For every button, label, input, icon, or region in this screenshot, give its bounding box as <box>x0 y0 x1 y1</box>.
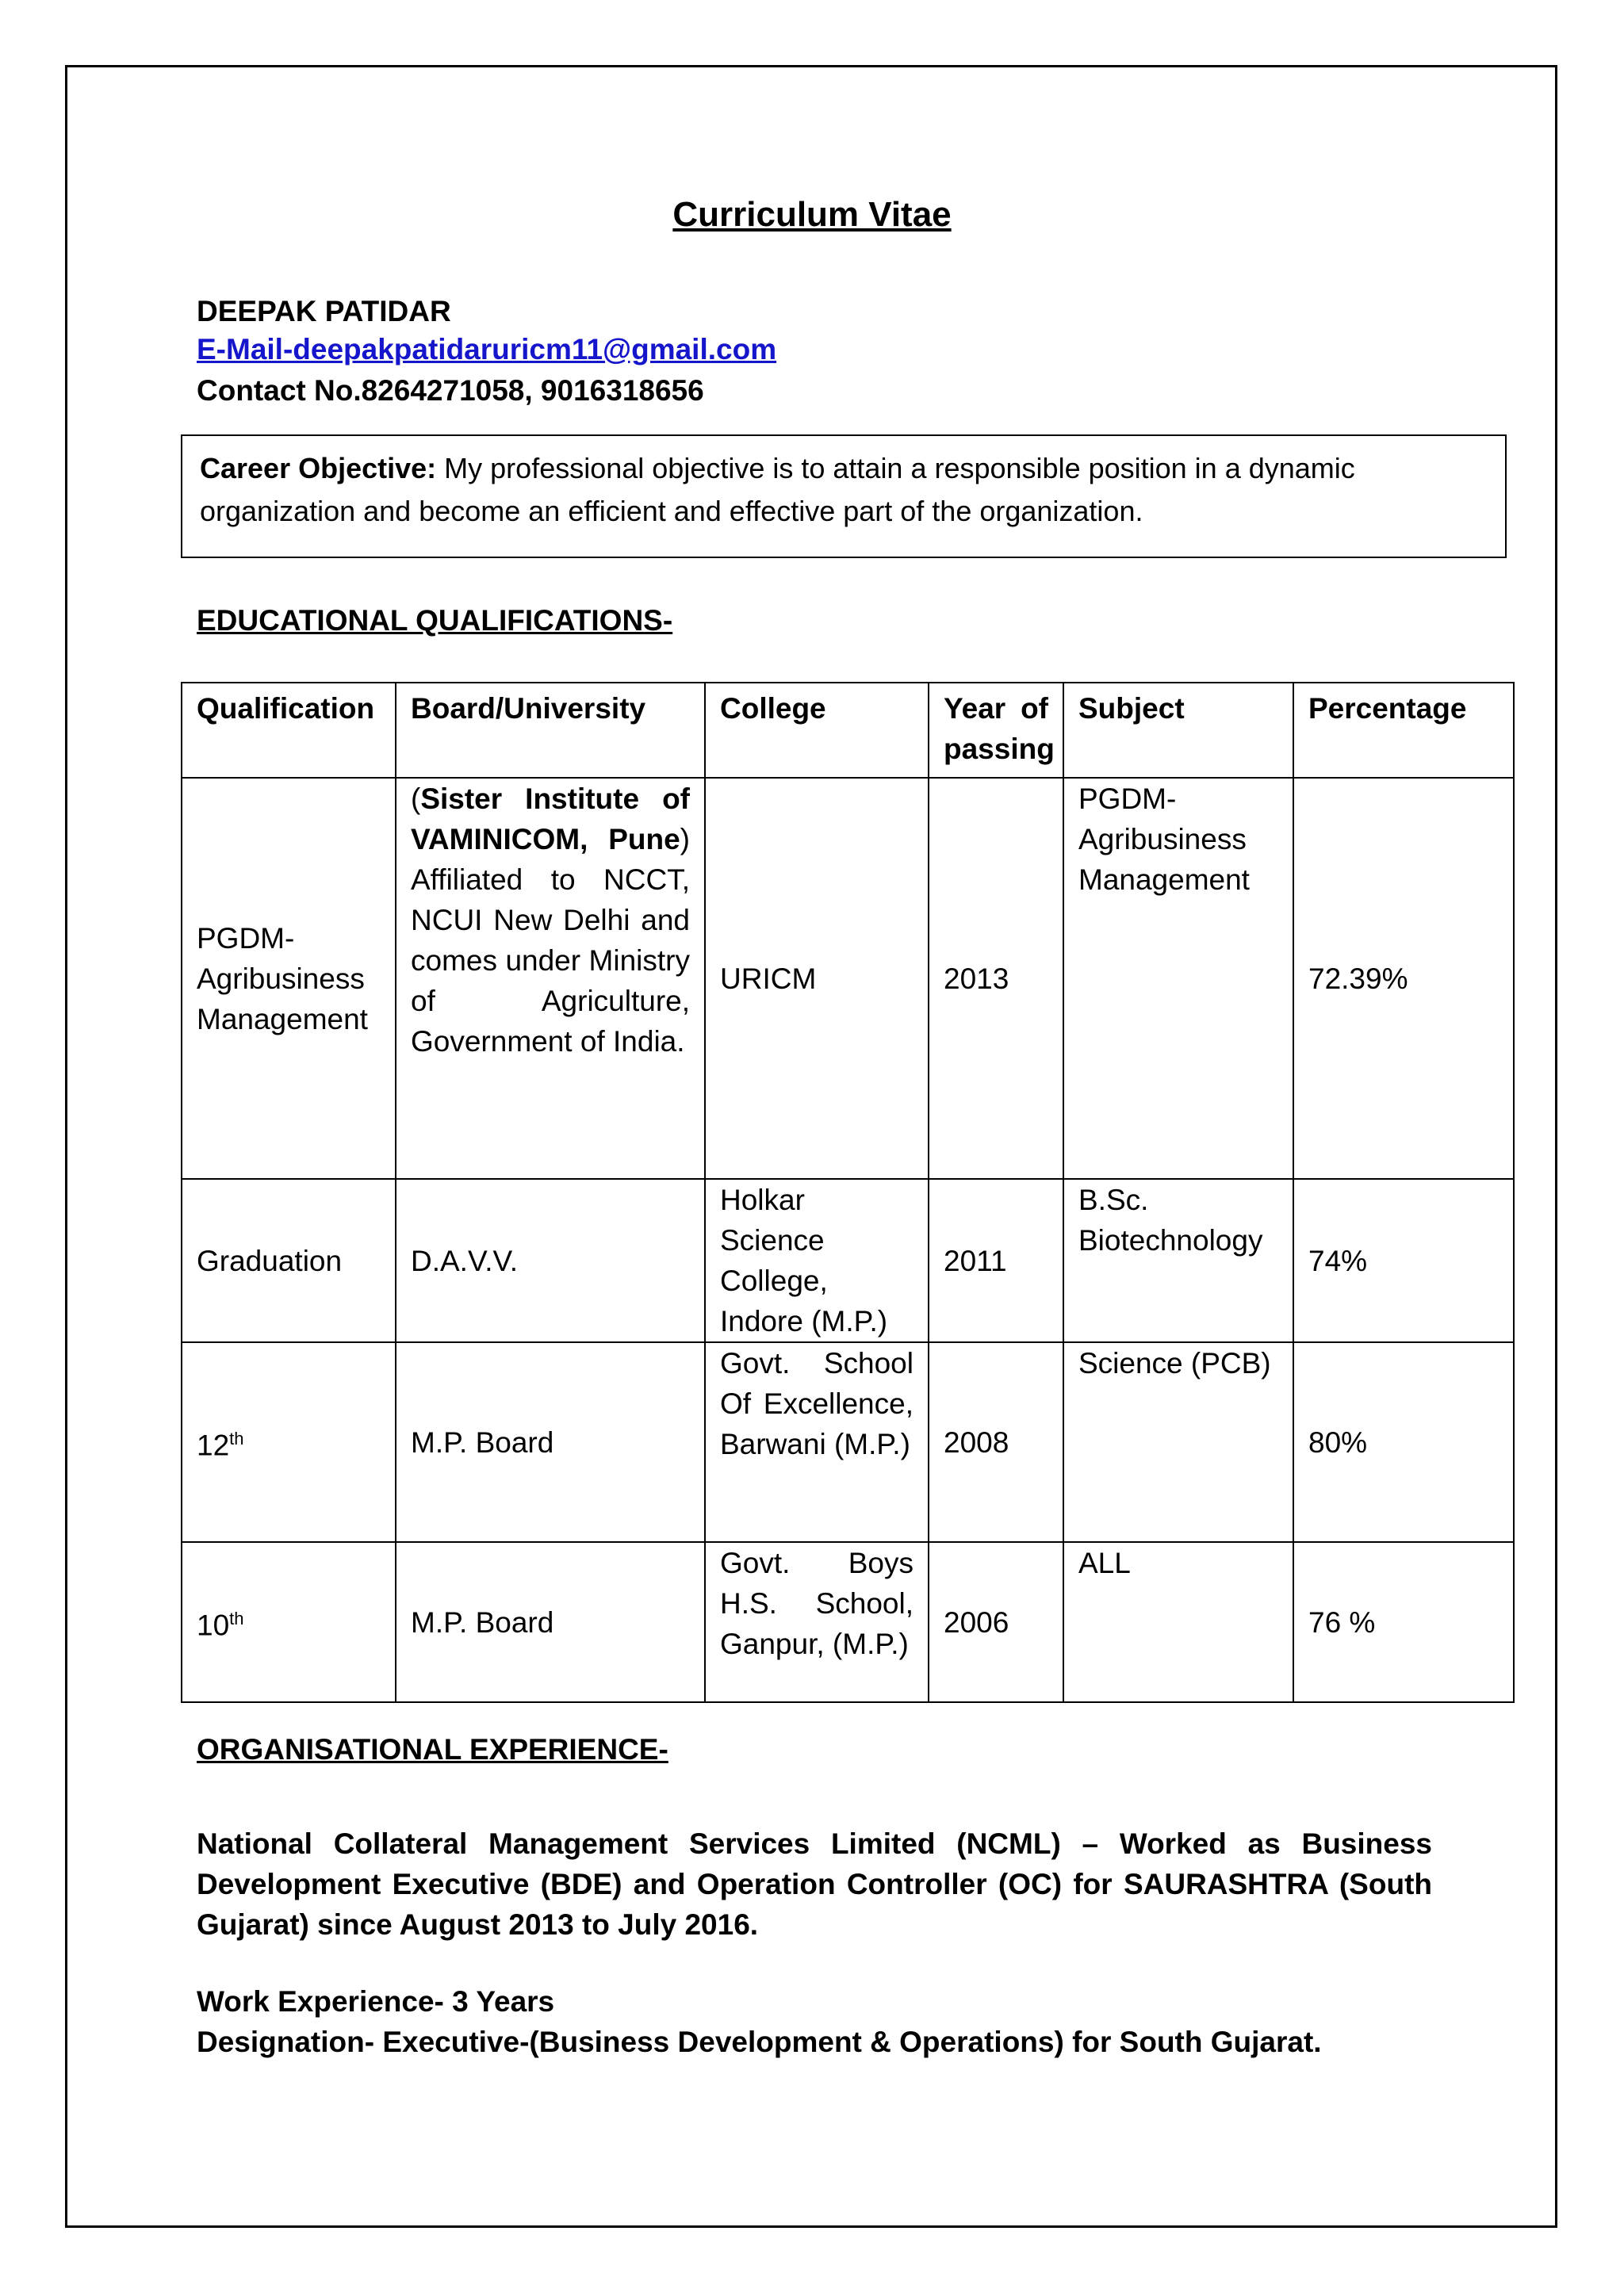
percentage-cell: 74% <box>1293 1179 1514 1342</box>
experience-heading: ORGANISATIONAL EXPERIENCE- <box>197 1733 668 1766</box>
subject-cell: PGDM-Agribusiness Management <box>1063 778 1293 1179</box>
career-objective-text: My professional objective is to attain a responsible position in a dynamic organization and become an efficient and effective part of the organization. <box>200 452 1355 527</box>
percentage-cell: 80% <box>1293 1342 1514 1542</box>
designation: Designation- Executive-(Business Development & Operations) for South Gujarat. <box>197 2026 1322 2058</box>
board-cell: M.P. Board <box>396 1542 705 1702</box>
column-header: Qualification <box>182 683 396 778</box>
qualification-cell <box>182 1342 396 1542</box>
column-header: Percentage <box>1293 683 1514 778</box>
board-cell: M.P. Board <box>396 1342 705 1542</box>
email-link[interactable]: E-Mail-deepakpatidaruricm11@gmail.com <box>197 333 777 365</box>
column-header: College <box>705 683 929 778</box>
career-objective-label: Career Objective: <box>200 452 437 484</box>
board-affiliation: Affiliated to NCCT, NCUI New Delhi and comes under Ministry of Agriculture, Government of India. <box>411 863 690 1058</box>
table-row <box>182 1342 1514 1542</box>
table-row <box>182 1542 1514 1702</box>
qualification-cell: Graduation <box>182 1179 396 1342</box>
table-row <box>182 1179 1514 1342</box>
qualification-suffix: th <box>229 1429 244 1449</box>
education-heading: EDUCATIONAL QUALIFICATIONS- <box>197 604 673 637</box>
college-cell: Govt. School Of Excellence, Barwani (M.P.) <box>705 1342 929 1542</box>
year-cell: 2006 <box>929 1542 1063 1702</box>
qualification-suffix: th <box>229 1609 244 1629</box>
qualification-number: 12 <box>197 1429 230 1462</box>
career-objective-box <box>181 434 1507 558</box>
table-header-row <box>182 683 1514 778</box>
college-cell: Holkar Science College, Indore (M.P.) <box>705 1179 929 1342</box>
board-cell: D.A.V.V. <box>396 1179 705 1342</box>
column-header: Year of passing <box>929 683 1063 778</box>
column-header: Board/University <box>396 683 705 778</box>
board-cell: (Sister Institute of VAMINICOM, Pune) Affiliated to NCCT, NCUI New Delhi and comes under Ministry of Agriculture, Government of India. <box>396 778 705 1179</box>
column-header: Subject <box>1063 683 1293 778</box>
year-cell: 2013 <box>929 778 1063 1179</box>
qualification-cell: PGDM-Agribusiness Management <box>182 778 396 1179</box>
qualification-cell <box>182 1542 396 1702</box>
college-cell: URICM <box>705 778 929 1179</box>
percentage-cell: 72.39% <box>1293 778 1514 1179</box>
year-cell: 2008 <box>929 1342 1063 1542</box>
board-institute-name: Sister Institute of VAMINICOM, Pune <box>411 783 690 855</box>
document-title: Curriculum Vitae <box>672 195 952 234</box>
experience-description: National Collateral Management Services Limited (NCML) – Worked as Business Development Executive (BDE) and Operation Controller (OC) for SAURASHTRA (South Gujarat) since August 2013 to July 2016. <box>197 1827 1432 1941</box>
table-row <box>182 778 1514 1179</box>
percentage-cell: 76 % <box>1293 1542 1514 1702</box>
year-cell: 2011 <box>929 1179 1063 1342</box>
subject-cell: B.Sc. Biotechnology <box>1063 1179 1293 1342</box>
qualification-number: 10 <box>197 1609 230 1642</box>
work-experience: Work Experience- 3 Years <box>197 1985 555 2018</box>
education-table <box>181 682 1515 1703</box>
candidate-name: DEEPAK PATIDAR <box>197 295 451 327</box>
subject-cell: Science (PCB) <box>1063 1342 1293 1542</box>
subject-cell: ALL <box>1063 1542 1293 1702</box>
contact-number: Contact No.8264271058, 9016318656 <box>197 374 704 407</box>
college-cell: Govt. Boys H.S. School, Ganpur, (M.P.) <box>705 1542 929 1702</box>
